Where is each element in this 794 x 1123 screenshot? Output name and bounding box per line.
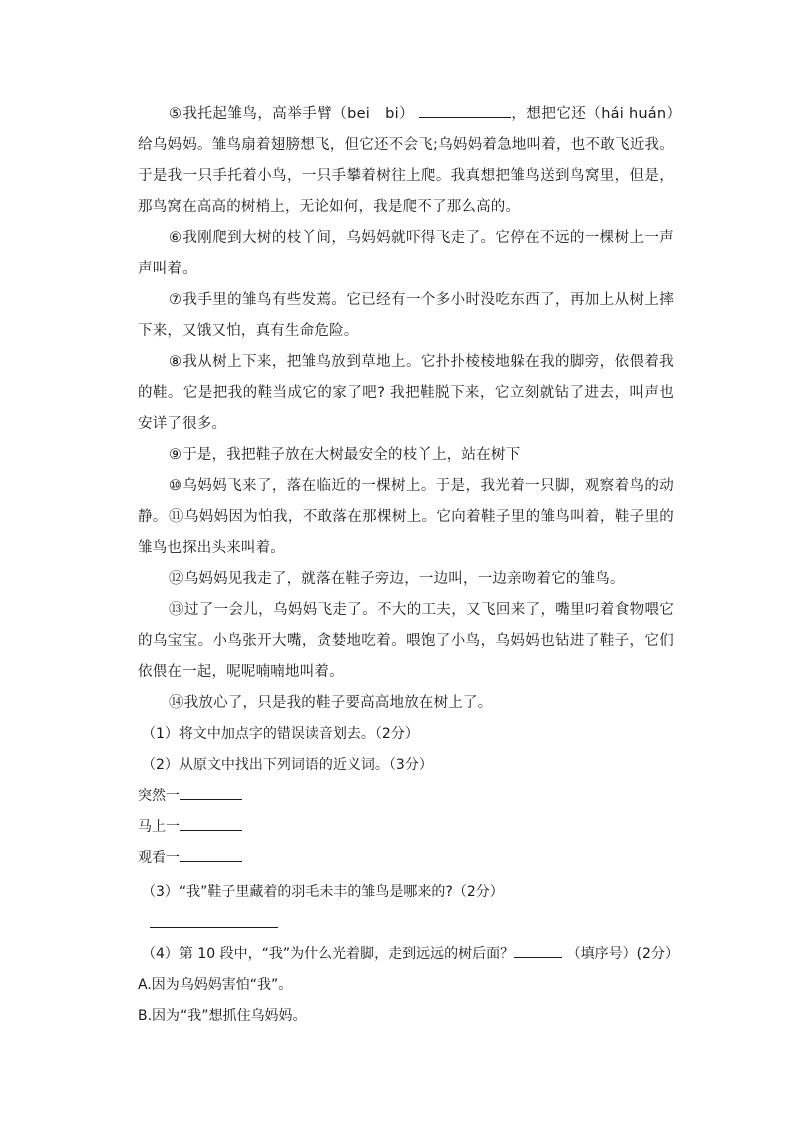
- paragraph-13: ⑬过了一会儿，乌妈妈飞走了。不大的工夫，又飞回来了，嘴里叼着食物喂它的乌宝宝。小鸟张开大嘴，贪婪地吃着。喂饱了小鸟，乌妈妈也钻进了鞋子，它们依偎在一起，呢呢喃喃地叫着。: [138, 602, 674, 680]
- paragraph-14: ⑭我放心了，只是我的鞋子要高高地放在树上了。: [169, 695, 493, 711]
- paragraph-11: ⑪乌妈妈因为怕我，不敢落在那棵树上。它向着鞋子里的雏鸟叫着，鞋子里的雏鸟也探出头来叫着。: [138, 509, 674, 556]
- paragraph-12: ⑫乌妈妈见我走了，就落在鞋子旁边，一边叫，一边亲吻着它的雏鸟。: [169, 571, 625, 587]
- question-2: （2）从原文中找出下列词语的近义词。（3分）: [142, 757, 433, 773]
- paragraph-10: ⑩乌妈妈飞来了，落在临近的一棵树上。于是，我光着一只脚，观察着鸟的动静。: [138, 478, 674, 525]
- question-2-item-2: [138, 812, 678, 843]
- answer-blank-q2-2[interactable]: [180, 816, 242, 831]
- question-3: （3）“我”鞋子里藏着的羽毛未丰的雏鸟是哪来的?（2分）: [142, 884, 504, 900]
- paragraph-9: ⑨于是，我把鞋子放在大树最安全的枝丫上，站在树下: [169, 447, 521, 463]
- answer-line-q3[interactable]: [150, 927, 278, 928]
- answer-blank-q4[interactable]: [514, 943, 562, 958]
- question-2-item-1: [138, 781, 678, 812]
- paragraph-5: [138, 99, 674, 223]
- question-4-text: （4）第 10 段中，“我”为什么光着脚，走到远远的树后面？: [142, 946, 515, 962]
- paragraph-8: ⑧我从树上下来，把雏鸟放到草地上。它扑扑棱棱地躲在我的脚旁，依偎着我的鞋。它是把我的鞋当成它的家了吧? 我把鞋脱下来，它立刻就钻了进去，叫声也安详了很多。: [138, 354, 674, 432]
- question-2-item-3: [138, 843, 678, 874]
- option-a: A.因为乌妈妈害怕“我”。: [138, 977, 293, 993]
- answer-blank-q2-3[interactable]: [180, 847, 242, 862]
- question-4: [142, 939, 682, 970]
- paragraph-6: ⑥我刚爬到大树的枝丫间，乌妈妈就吓得飞走了。它停在不远的一棵树上一声声叫着。: [138, 230, 674, 277]
- question-2-item-3-label: 观看一: [138, 850, 180, 866]
- question-4-suffix: （填序号）(2分）: [566, 946, 679, 962]
- question-2-item-2-label: 马上一: [138, 819, 180, 835]
- answer-blank-q2-1[interactable]: [180, 785, 242, 800]
- option-b: B.因为“我”想抓住乌妈妈。: [138, 1008, 307, 1024]
- question-1: （1）将文中加点字的错误读音划去。（2分）: [142, 726, 419, 742]
- paragraph-5-rest: ，想把它还（hái huán）给乌妈妈。雏鸟扇着翅膀想飞，但它还不会飞;乌妈妈着急地叫着，也不敢飞近我。于是我一只手托着小鸟，一只手攀着树往上爬。我真想把雏鸟送到鸟窝里，但是，那鸟窝在高高的树梢上，无论如何，我是爬不了那么高的。: [138, 106, 675, 215]
- paragraph-5-start: ⑤我托起雏鸟，高举手臂（bei bi）: [169, 106, 415, 122]
- paragraph-7: ⑦我手里的雏鸟有些发蔫。它已经有一个多小时没吃东西了，再加上从树上摔下来，又饿又怕，真有生命危险。: [138, 292, 674, 339]
- question-2-item-1-label: 突然一: [138, 788, 180, 804]
- answer-blank-p5[interactable]: [419, 103, 511, 118]
